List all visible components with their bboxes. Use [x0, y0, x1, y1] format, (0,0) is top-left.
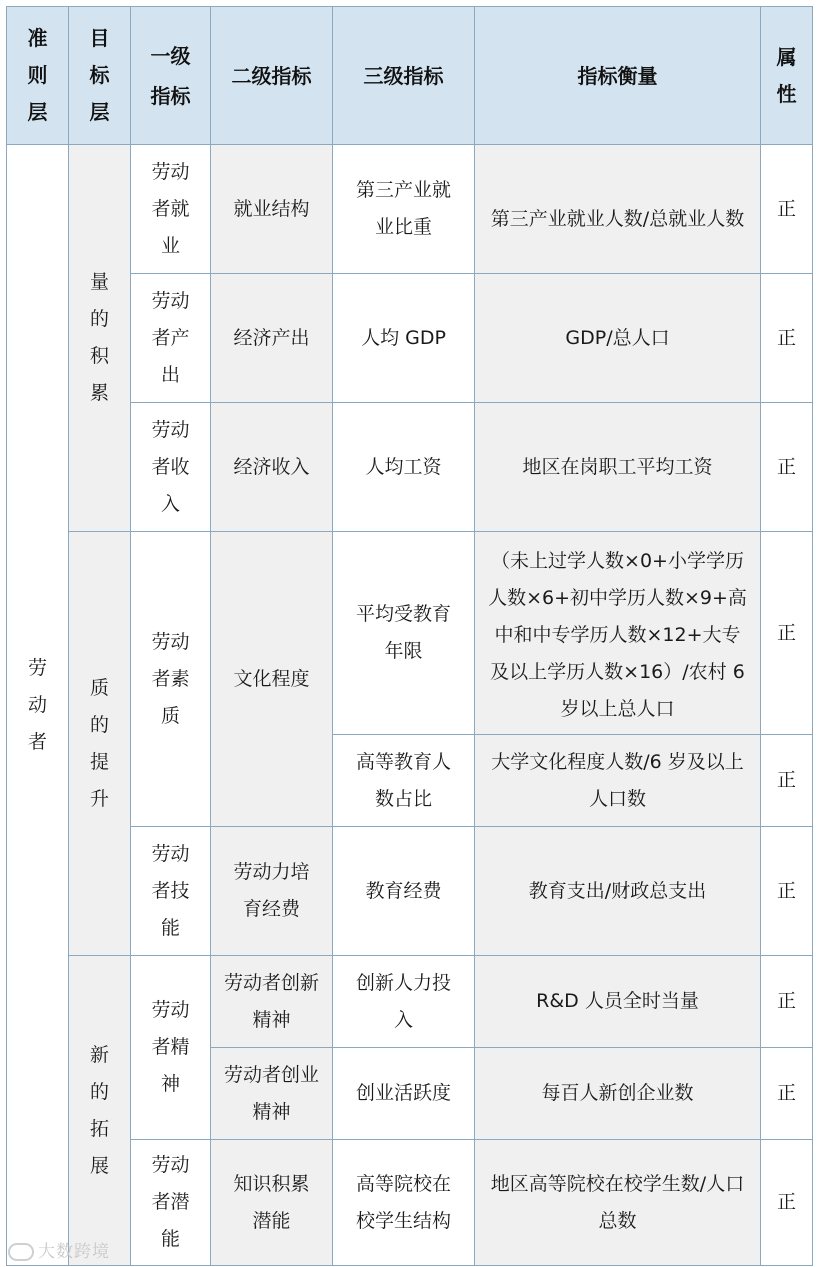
table-row [7, 145, 813, 274]
level2-cell: 经济产出 [211, 274, 333, 403]
watermark-text: 大数跨境 [38, 1242, 110, 1262]
level3-cell: 人均 GDP [333, 274, 475, 403]
target-cell-expansion: 新的拓展 [69, 956, 131, 1266]
watermark-logo-icon [8, 1243, 34, 1261]
level2-cell: 就业结构 [211, 145, 333, 274]
attribute-cell: 正 [761, 1048, 813, 1140]
measure-cell: 地区高等院校在校学生数/人口总数 [475, 1140, 761, 1266]
level2-cell: 经济收入 [211, 403, 333, 532]
attribute-cell: 正 [761, 827, 813, 956]
level1-cell: 劳动者产出 [131, 274, 211, 403]
level1-cell: 劳动者技能 [131, 827, 211, 956]
level3-cell: 高等院校在校学生结构 [333, 1140, 475, 1266]
header-level2: 二级指标 [211, 7, 333, 145]
level3-cell: 教育经费 [333, 827, 475, 956]
measure-cell: 教育支出/财政总支出 [475, 827, 761, 956]
table-row [7, 532, 813, 735]
watermark [8, 1237, 110, 1262]
attribute-cell: 正 [761, 403, 813, 532]
measure-cell: 地区在岗职工平均工资 [475, 403, 761, 532]
level3-cell: 创新人力投入 [333, 956, 475, 1048]
attribute-cell: 正 [761, 274, 813, 403]
level1-cell: 劳动者就业 [131, 145, 211, 274]
measure-cell: 每百人新创企业数 [475, 1048, 761, 1140]
level3-cell: 平均受教育年限 [333, 532, 475, 735]
level1-cell: 劳动者素质 [131, 532, 211, 827]
level2-cell: 劳动者创业精神 [211, 1048, 333, 1140]
measure-cell: 第三产业就业人数/总就业人数 [475, 145, 761, 274]
header-measure: 指标衡量 [475, 7, 761, 145]
header-level1: 一级指标 [131, 7, 211, 145]
target-cell-accumulation: 量的积累 [69, 145, 131, 532]
attribute-cell: 正 [761, 956, 813, 1048]
indicator-table [6, 6, 813, 1266]
measure-cell: （未上过学人数×0+小学学历人数×6+初中学历人数×9+高中和中专学历人数×12+大专及以上学历人数×16）/农村 6 岁以上总人口 [475, 532, 761, 735]
attribute-cell: 正 [761, 532, 813, 735]
level1-cell: 劳动者精神 [131, 956, 211, 1140]
measure-cell: R&D 人员全时当量 [475, 956, 761, 1048]
measure-cell: 大学文化程度人数/6 岁及以上人口数 [475, 735, 761, 827]
level2-cell: 文化程度 [211, 532, 333, 827]
attribute-cell: 正 [761, 145, 813, 274]
level2-cell: 劳动力培育经费 [211, 827, 333, 956]
header-level3: 三级指标 [333, 7, 475, 145]
level1-cell: 劳动者收入 [131, 403, 211, 532]
table-row [7, 956, 813, 1048]
header-row [7, 7, 813, 145]
level3-cell: 第三产业就业比重 [333, 145, 475, 274]
level3-cell: 人均工资 [333, 403, 475, 532]
criterion-cell: 劳动者 [7, 145, 69, 1266]
measure-cell: GDP/总人口 [475, 274, 761, 403]
header-attribute: 属性 [761, 7, 813, 145]
level3-cell: 创业活跃度 [333, 1048, 475, 1140]
attribute-cell: 正 [761, 735, 813, 827]
target-cell-quality: 质的提升 [69, 532, 131, 956]
level3-cell: 高等教育人数占比 [333, 735, 475, 827]
level2-cell: 劳动者创新精神 [211, 956, 333, 1048]
header-criterion: 准则层 [7, 7, 69, 145]
attribute-cell: 正 [761, 1140, 813, 1266]
level1-cell: 劳动者潜能 [131, 1140, 211, 1266]
header-target: 目标层 [69, 7, 131, 145]
level2-cell: 知识积累潜能 [211, 1140, 333, 1266]
